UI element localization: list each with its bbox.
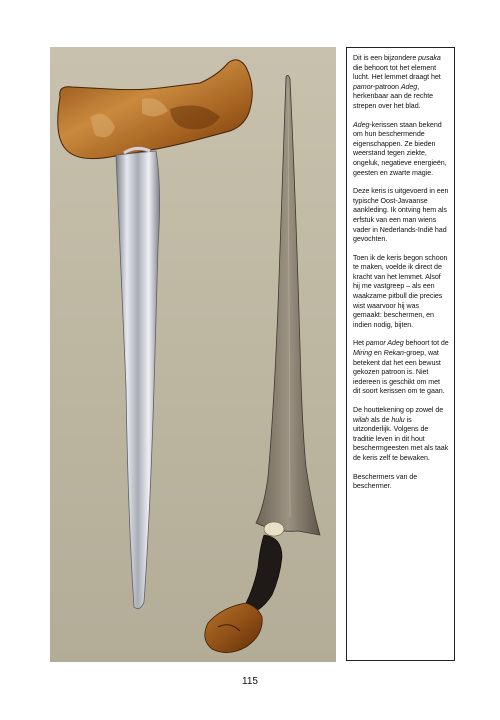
paragraph: De houttekening op zowel de wilah als de hulu is uitzonderlijk. Volgens de traditie leven in dit hout beschermgeesten met als taak de keris zelf te bewaken.: [353, 406, 449, 462]
keris-illustration: [50, 47, 336, 662]
italic-term: Adeg: [353, 120, 370, 129]
keris-photo: [50, 47, 336, 662]
paragraph: Deze keris is uitgevoerd in een typische Oost-Javaanse aankleding. Ik ontving hem als erfstuk van een man wiens vader in Nederlands-Indië had gevochten.: [353, 187, 449, 244]
text-column: [346, 47, 455, 661]
italic-term: hulu: [391, 415, 405, 424]
paragraph: Het pamor Adeg behoort tot de Miring en Rekan-groep, wat betekent dat het een bewust gekozen patroon is. Niet iedereen is geschikt om met dit soort kerissen om te gaan.: [353, 339, 449, 396]
italic-term: Rekan: [383, 349, 404, 358]
sheath-body: [116, 148, 160, 608]
italic-term: pamor: [353, 82, 373, 91]
page-number: 115: [242, 676, 258, 687]
italic-term: Miring: [353, 349, 373, 358]
italic-term: pusaka: [418, 54, 441, 62]
paragraph: Beschermers van de beschermer.: [353, 472, 418, 491]
paragraph: Adeg-kerissen staan bekend om hun beschermende eigenschappen. Ze bieden weerstand tegen ziekte, ongeluk, negatieve energieën, geesten en zwarte magie.: [353, 120, 447, 177]
paragraph: Toen ik de keris begon schoon te maken, voelde ik direct de kracht van het lemmet. Alsof hij me vastgreep – als een waakzame pitbull die precies wist waarvoor hij was gemaakt: beschermen, en indien nodig, bijten.: [353, 253, 448, 329]
paragraph: Dit is een bijzondere pusaka die behoort tot het element lucht. Het lemmet draagt het pamor-patroon Adeg, herkenbaar aan de rechte strepen over het blad.: [353, 54, 441, 110]
keris-blade: [256, 75, 320, 535]
keris-hilt: [205, 522, 284, 653]
italic-term: pamor Adeg: [365, 339, 404, 348]
sheath-top: [58, 60, 253, 159]
italic-term: wilah: [353, 415, 369, 424]
italic-term: Adeg: [400, 82, 418, 91]
